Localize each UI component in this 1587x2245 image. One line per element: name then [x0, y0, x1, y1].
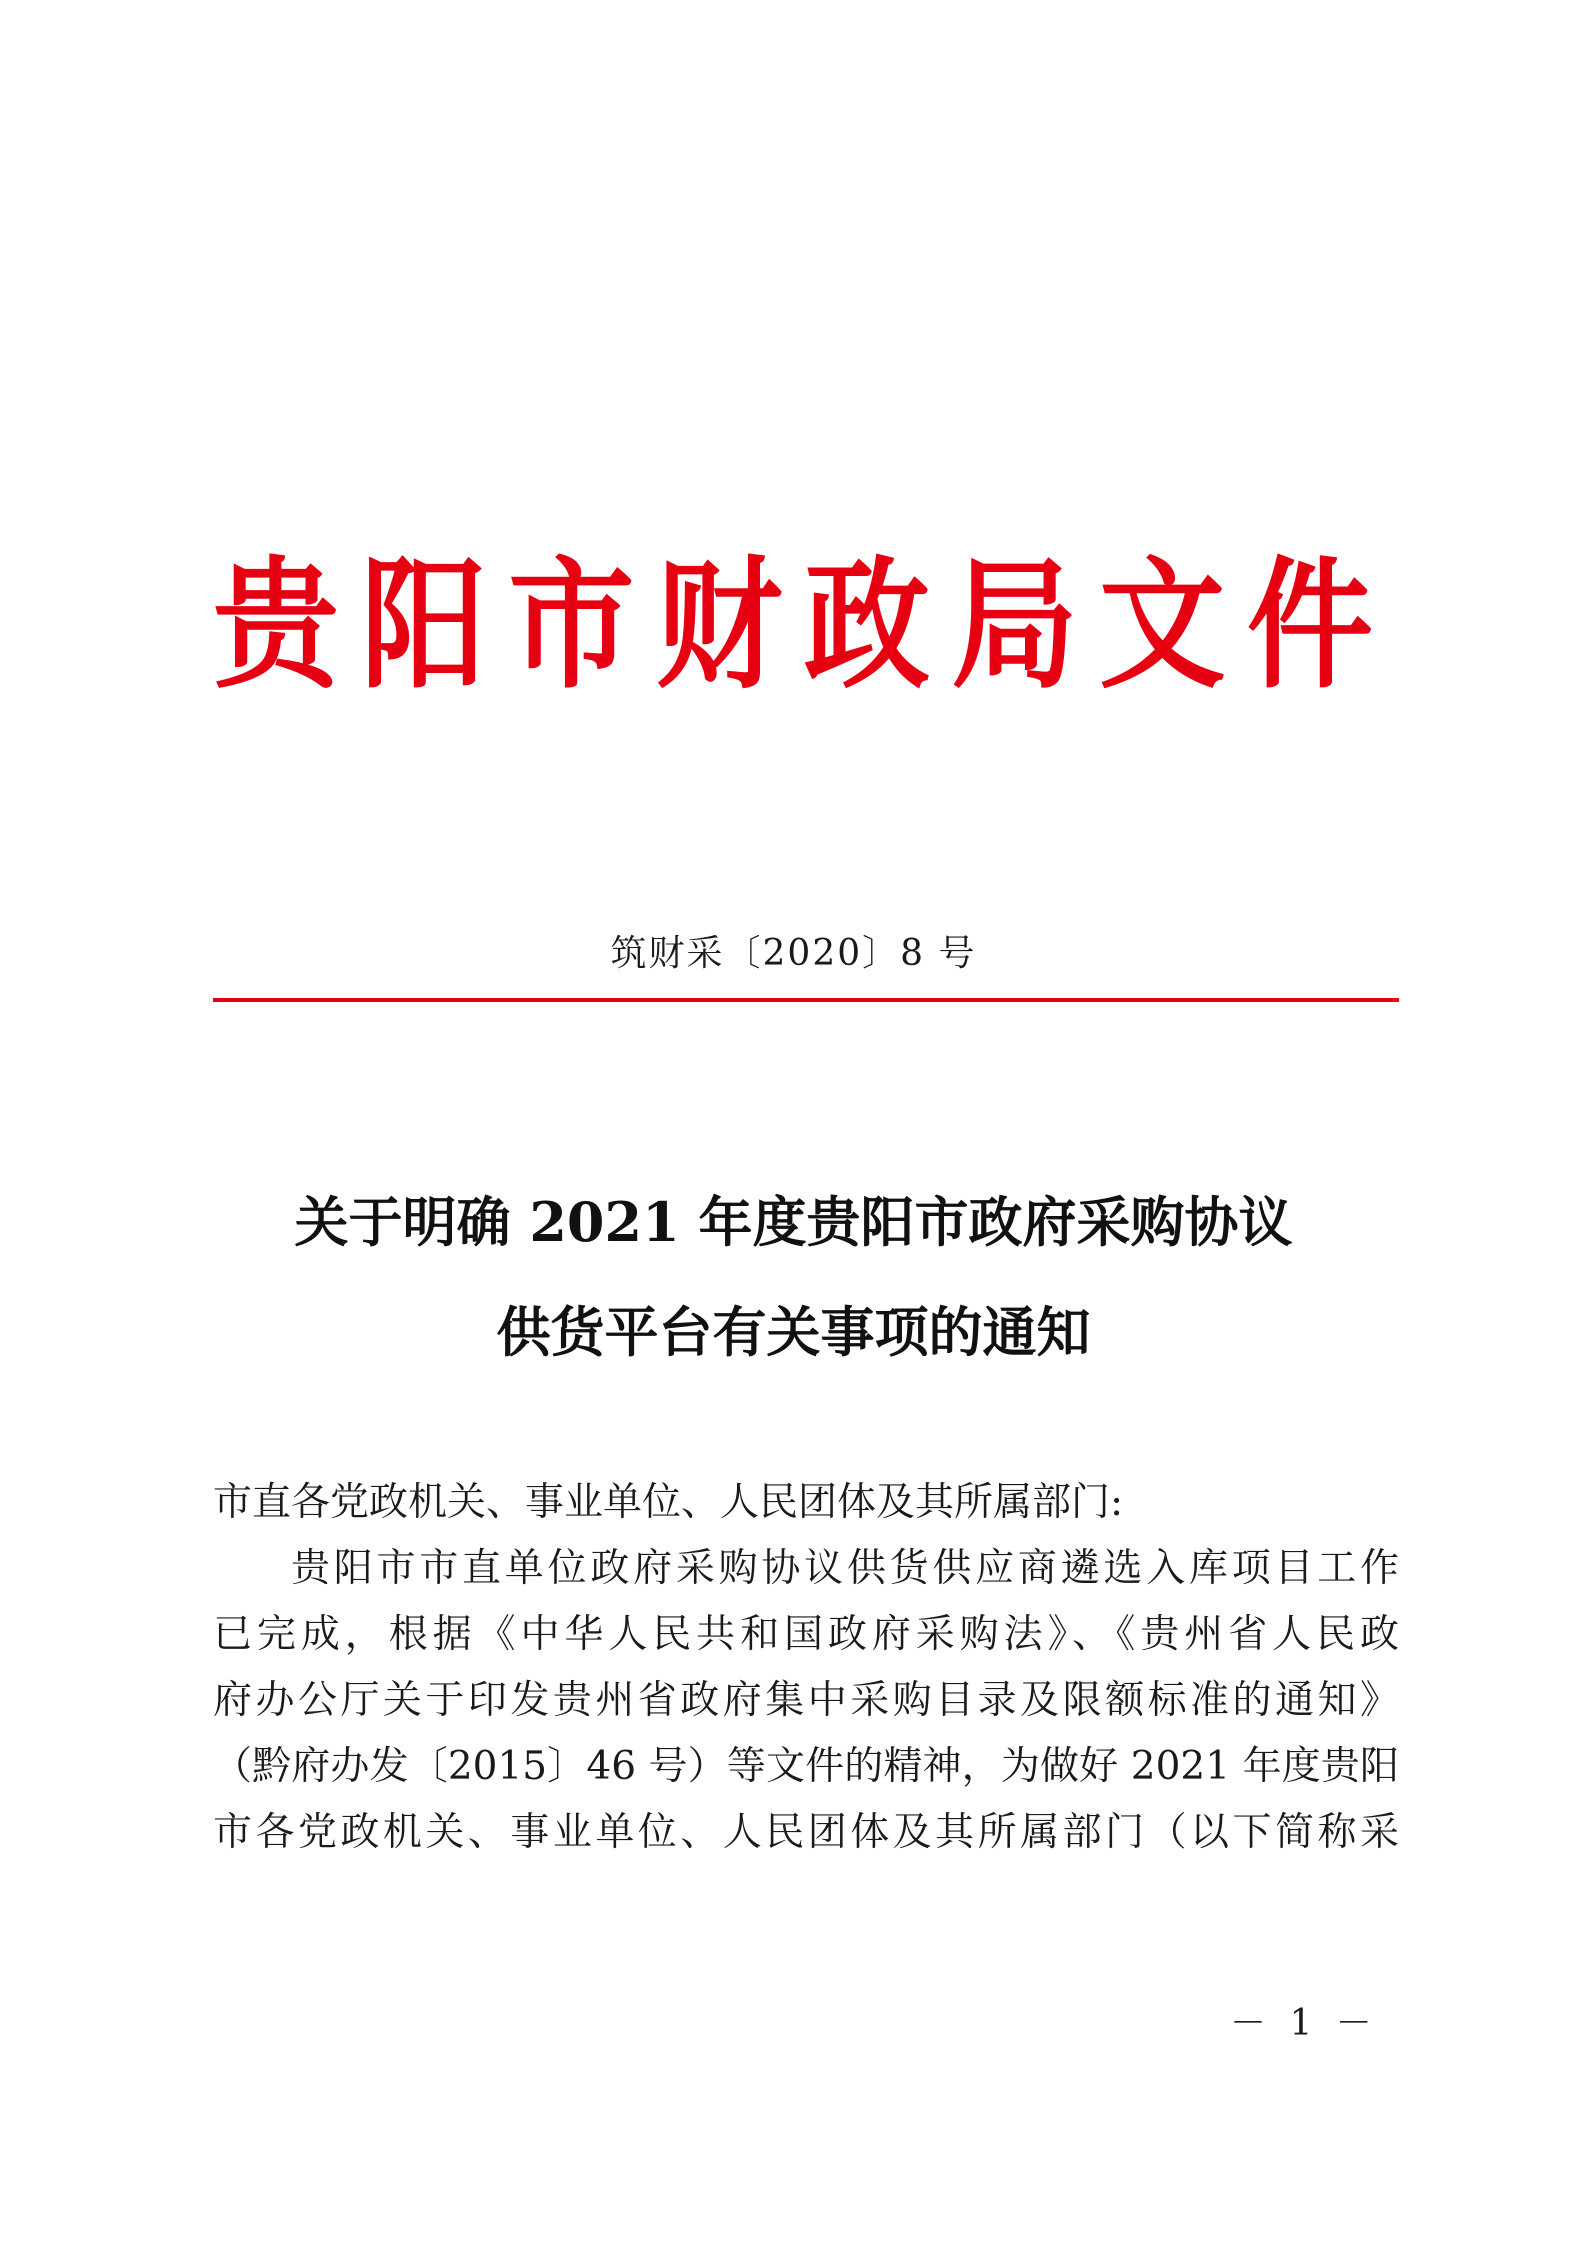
masthead-char: 贵 [213, 542, 339, 708]
masthead-char: 文 [1099, 542, 1226, 708]
document-number: 筑财采〔2020〕8 号 [610, 933, 977, 974]
body-line: （黔府办发〔2015〕46 号）等文件的精神，为做好 2021 年度贵阳 [213, 1744, 1399, 1789]
masthead-char: 阳 [360, 542, 487, 708]
notice-title-line-2: 供货平台有关事项的通知 [496, 1300, 1091, 1364]
masthead-char: 市 [508, 542, 635, 708]
body-line: 已完成，根据《中华人民共和国政府采购法》、《贵州省人民政 [213, 1612, 1399, 1657]
masthead-char: 件 [1246, 542, 1373, 708]
body-line: 府办公厅关于印发贵州省政府集中采购目录及限额标准的通知》 [213, 1678, 1399, 1723]
salutation: 市直各党政机关、事业单位、人民团体及其所属部门: [213, 1480, 1124, 1525]
masthead-char: 财 [656, 542, 783, 708]
masthead-title [213, 542, 1373, 708]
masthead-char: 局 [951, 542, 1078, 708]
body-line: 市各党政机关、事业单位、人民团体及其所属部门（以下简称采 [213, 1810, 1399, 1855]
body-line: 贵阳市市直单位政府采购协议供货供应商遴选入库项目工作 [291, 1546, 1399, 1591]
notice-body [213, 1470, 1399, 1866]
page-number: － 1 － [1230, 2003, 1378, 2044]
red-divider-line [213, 998, 1399, 1002]
masthead-char: 政 [803, 542, 930, 708]
notice-title-line-1: 关于明确 2021 年度贵阳市政府采购协议 [294, 1190, 1293, 1254]
